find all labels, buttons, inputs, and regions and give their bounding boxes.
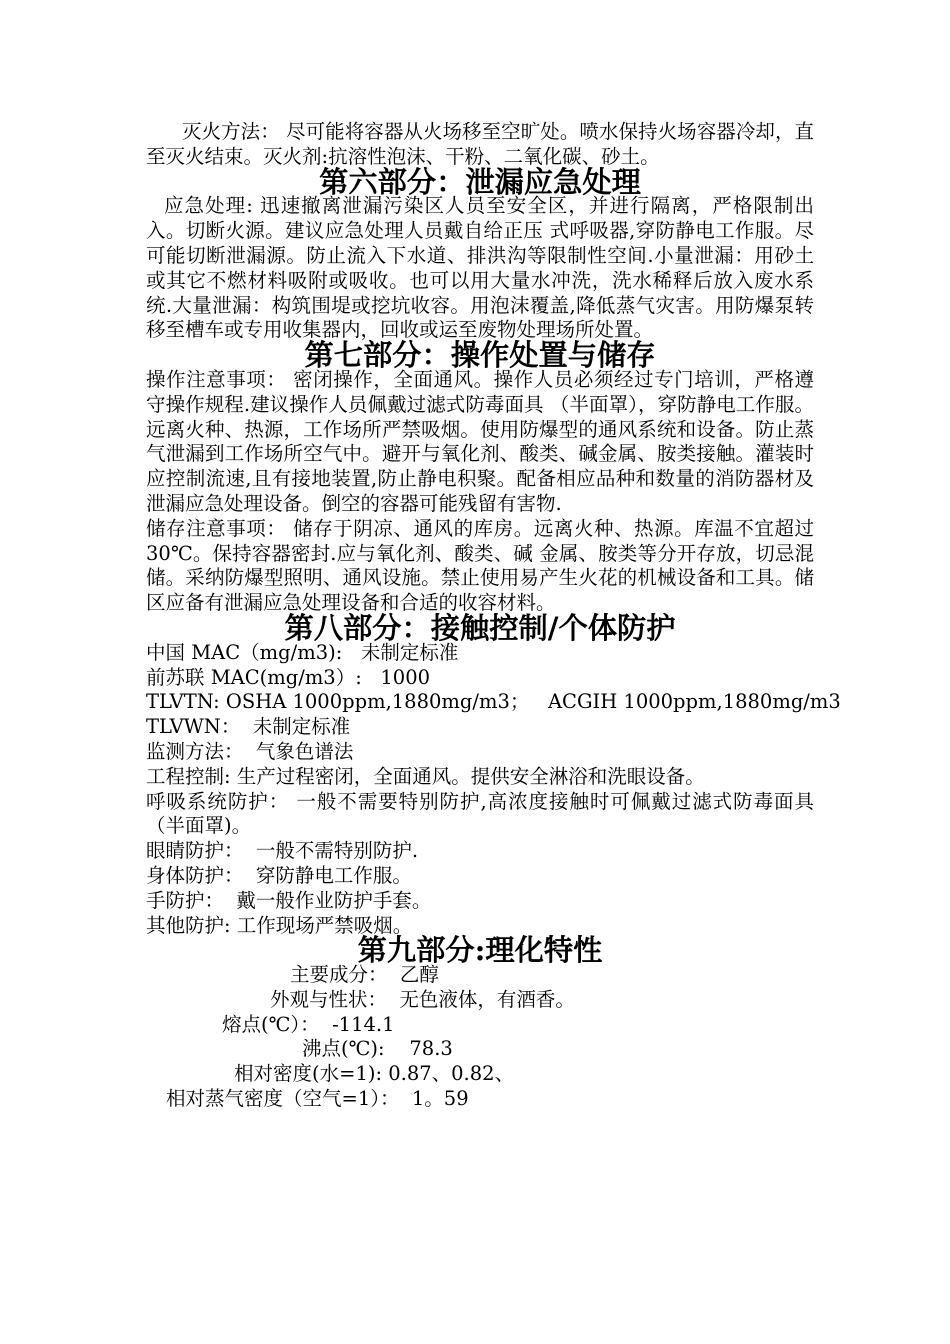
body-protection-line: 身体防护： 穿防静电工作服。	[146, 863, 412, 887]
fire-fighting-paragraph: 灭火方法： 尽可能将容器从火场移至空旷处。喷水保持火场容器冷却，直至灭火结束。灭火剂:抗溶性泡沫、干粉、二氧化碳、砂土。	[146, 120, 814, 168]
section9-heading: 第九部分:理化特性	[357, 933, 603, 968]
operation-precautions-paragraph: 操作注意事项： 密闭操作，全面通风。操作人员必须经过专门培训，严格遵守操作规程.建议操作人员佩戴过滤式防毒面具 （半面罩），穿防静电工作服。远离火种、热源，工作场所严禁吸烟。使用防爆型的通风系统和设备。防止蒸气泄漏到工作场所空气中。避开与氧化剂、酸类、碱金属、胺类接触。灌装时应控制流速,且有接地装置,防止静电积聚。配备相应品种和数量的消防器材及泄漏应急处理设备。倒空的容器可能残留有害物.	[146, 367, 814, 515]
boiling-point-line: 沸点(℃): 78.3	[302, 1037, 453, 1061]
engineering-control-line: 工程控制: 生产过程密闭，全面通风。提供安全淋浴和洗眼设备。	[146, 764, 705, 788]
spill-response-paragraph: 应急处理: 迅速撤离泄漏污染区人员至安全区，并进行隔离，严格限制出入。切断火源。建议应急处理人员戴自给正压 式呼吸器,穿防静电工作服。尽可能切断泄漏源。防止流入下水道、排洪沟等限制性空间.小量泄漏：用砂土或其它不燃材料吸附或吸收。也可以用大量水冲洗，洗水稀释后放入废水系统.大量泄漏：构筑围堤或挖坑收容。用泡沫覆盖,降低蒸气灾害。用防爆泵转移至槽车或专用收集器内，回收或运至废物处理场所处置。	[146, 194, 814, 342]
section8-heading: 第八部分：接触控制/个体防护	[284, 610, 676, 645]
main-component-line: 主要成分： 乙醇	[290, 963, 439, 987]
storage-precautions-paragraph: 储存注意事项： 储存于阴凉、通风的库房。远离火种、热源。库温不宜超过 30℃。保持容器密封.应与氧化剂、酸类、碱 金属、胺类等分开存放，切忌混储。采纳防爆型照明、通风设施。禁止使用易产生火花的机械设备和工具。储区应备有泄漏应急处理设备和合适的收容材料。	[146, 516, 814, 615]
appearance-line: 外观与性状： 无色液体，有酒香。	[270, 987, 575, 1011]
tlvtn-line: TLVTN: OSHA 1000ppm,1880mg/m3； ACGIH 1000ppm,1880mg/m3	[146, 690, 841, 714]
respiratory-protection-paragraph: 呼吸系统防护： 一般不需要特别防护,高浓度接触时可佩戴过滤式防毒面具（半面罩)。	[146, 789, 814, 838]
other-protection-line: 其他防护: 工作现场严禁吸烟。	[146, 913, 413, 937]
ussr-mac-line: 前苏联 MAC(mg/m3）: 1000	[146, 665, 431, 689]
document-page	[146, 120, 841, 1112]
eye-protection-line: 眼睛防护： 一般不需特别防护.	[146, 839, 419, 863]
melting-point-line: 熔点(℃）： -114.1	[222, 1012, 395, 1036]
vapor-density-line: 相对蒸气密度（空气=1）： 1。59	[166, 1087, 469, 1111]
china-mac-line: 中国 MAC（mg/m3): 未制定标准	[146, 640, 459, 664]
monitoring-method-line: 监测方法： 气象色谱法	[146, 739, 354, 763]
hand-protection-line: 手防护： 戴一般作业防护手套。	[146, 888, 432, 912]
relative-density-line: 相对密度(水=1): 0.87、0.82、	[234, 1062, 515, 1086]
section7-heading: 第七部分：操作处置与储存	[304, 338, 656, 373]
tlvwn-line: TLVWN： 未制定标准	[146, 715, 351, 739]
section6-heading: 第六部分：泄漏应急处理	[319, 164, 641, 199]
